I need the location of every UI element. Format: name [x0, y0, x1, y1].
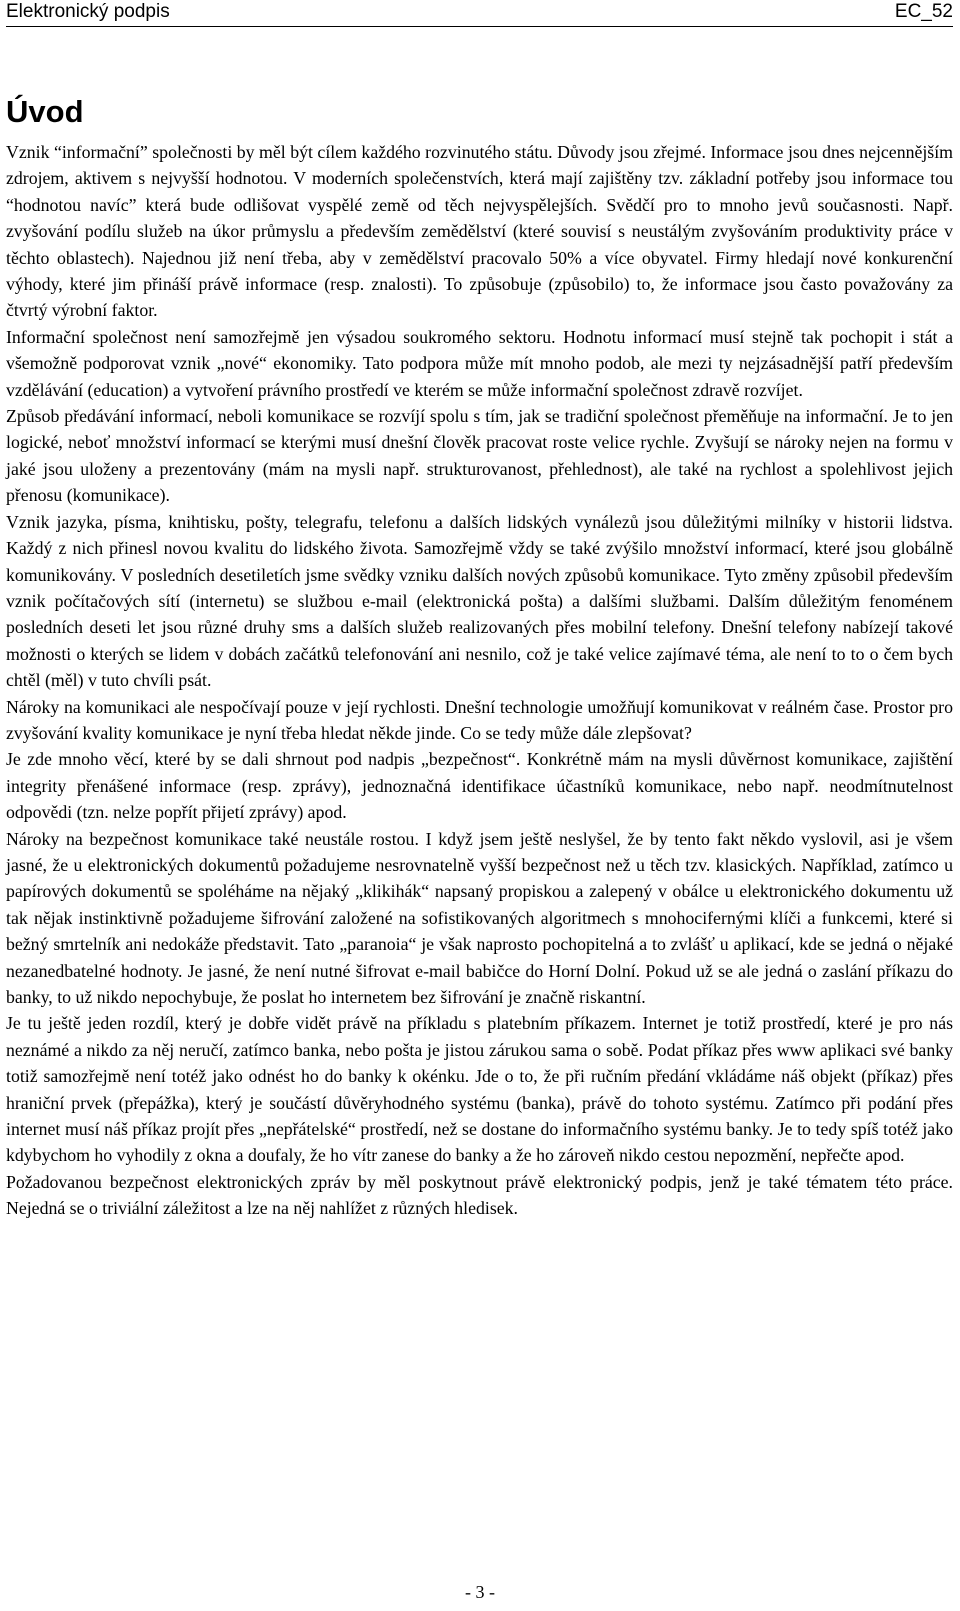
paragraph-5: Nároky na komunikaci ale nespočívají pouze v její rychlosti. Dnešní technologie umožňují komunikovat v reálném čase. Prostor pro zvyšování kvality komunikace je nyní třeba hledat někde jinde. Co se tedy může dále zlepšovat? [6, 696, 953, 743]
paragraph-7: Nároky na bezpečnost komunikace také neustále rostou. I když jsem ještě neslyšel, že by tento fakt někdo vyslovil, asi je všem jasné, že u elektronických dokumentů požadujeme nesrovnatelně vyšší bezpečnost než u těch tzv. klasických. Například, zatímco u papírových dokumentů se spoléháme na nějaký „klikihák“ napsaný propiskou a zalepený v obálce u elektronického dokumentu už tak nějak instinktivně požadujeme šifrování založené na sofistikovaných algoritmech s mnohocifernými klíči a funkcemi, které si bežný smrtelník ani nedokáže představit. Tato „paranoia“ je však naprosto pochopitelná a to zvlášť u aplikací, kde se jedná o nějaké nezanedbatelné hodnoty. Je jasné, že není nutné šifrovat e-mail babičce do Horní Dolní. Pokud už se ale jedná o zaslání příkazu do banky, to už nikdo nepochybuje, že poslat ho internetem bez šifrování je značně riskantní. [6, 828, 953, 1007]
section-title: Úvod [6, 94, 84, 129]
body-text [6, 139, 953, 1222]
paragraph-3: Způsob předávání informací, neboli komunikace se rozvíjí spolu s tím, jak se tradiční společnost přeměňuje na informační. Je to jen logické, neboť množství informací se kterými musí dnešní člověk pracovat roste velice rychle. Zvyšují se nároky nejen na formu v jaké jsou uloženy a prezentovány (mám na mysli např. strukturovanost, přehlednost), ale také na rychlost a spolehlivost jejich přenosu (komunikace). [6, 406, 953, 506]
page-header [6, 0, 953, 27]
header-document-title: Elektronický podpis [6, 1, 170, 22]
paragraph-8: Je tu ještě jeden rozdíl, který je dobře vidět právě na příkladu s platebním příkazem. Internet je totiž prostředí, které je pro nás neznámé a nikdo za něj neručí, zatímco banka, nebo pošta je jistou zárukou sama o sobě. Podat příkaz přes www aplikaci své banky totiž samozřejmě není totéž jako odnést ho do banky k okénku. Jde o to, že při ručním předání vkládáme náš objekt (příkaz) přes hraniční prvek (přepážka), který je součástí důvěryhodného systému (banka), právě do tohoto systému. Zatímco při podání přes internet musí náš příkaz projít přes „nepřátelské“ prostředí, než se dostane do informačního systému banky. Je to tedy spíš totéž jako kdybychom ho vyhodily z okna a doufaly, že ho vítr zanese do banky a že ho zároveň nikdo cestou nepozmění, nepřečte apod. [6, 1013, 953, 1166]
paragraph-1: Vznik “informační” společnosti by měl být cílem každého rozvinutého státu. Důvody jsou zřejmé. Informace jsou dnes nejcennějším zdrojem, aktivem s nejvyšší hodnotou. V moderních společenstvích, která mají zajištěny tzv. základní potřeby jsou informace tou “hodnotou navíc” která bude odlišovat vyspělé země od těch nejvyspělejších. Svědčí pro to mnoho jevů současnosti. Např. zvyšování podílu služeb na úkor průmyslu a především zemědělství (které souvisí s neustálým zvyšováním produktivity práce v těchto oblastech). Najednou již není třeba, aby v zemědělství pracovalo 50% a více obyvatel. Firmy hledají nové konkurenční výhody, které jim přináší právě informace (resp. znalosti). To způsobuje (způsobilo) to, že informace jsou často považovány za čtvrtý výrobní faktor. [6, 142, 953, 321]
paragraph-6: Je zde mnoho věcí, které by se dali shrnout pod nadpis „bezpečnost“. Konkrétně mám na mysli důvěrnost komunikace, zajištění integrity přenášené informace (resp. zprávy), jednoznačná identifikace účastníků komunikace, nebo např. neodmítnutelnost odpovědi (tzn. nelze popřít přijetí zprávy) apod. [6, 749, 953, 823]
header-document-code: EC_52 [894, 1, 953, 22]
paragraph-2: Informační společnost není samozřejmě jen výsadou soukromého sektoru. Hodnotu informací musí stejně tak pochopit i stát a všemožně podporovat vznik „nové“ ekonomiky. Tato podpora může mít mnoho podob, ale mezi ty nejzásadnější patří především vzdělávání (education) a vytvoření právního prostředí ve kterém se může informační společnost zdravě rozvíjet. [6, 326, 953, 400]
paragraph-4: Vznik jazyka, písma, knihtisku, pošty, telegrafu, telefonu a dalších lidských vynálezů jsou důležitými milníky v historii lidstva. Každý z nich přinesl novou kvalitu do lidského života. Samozřejmě vždy se také zvýšilo množství informací, které jsou globálně komunikovány. V posledních desetiletích jsme svědky vzniku dalších nových způsobů komunikace. Tyto změny způsobil především vznik počítačových sítí (internetu) se službou e-mail (elektronická pošta) a dalšími službami. Dalším důležitým fenoménem posledních deseti let jsou různé druhy sms a dalších služeb realizovaných přes mobilní telefony. Dnešní telefony nabízejí takové možnosti o kterých se lidem v dobách začátků telefonování ani nesnilo, což je také velice zajímavé téma, ale není to to o čem bych chtěl (měl) v tuto chvíli psát. [6, 511, 953, 691]
page-number: - 3 - [465, 1582, 495, 1602]
paragraph-9: Požadovanou bezpečnost elektronických zpráv by měl poskytnout právě elektronický podpis, jenž je také tématem této práce. Nejedná se o triviální záležitost a lze na něj nahlížet z různých hledisek. [6, 1171, 953, 1219]
